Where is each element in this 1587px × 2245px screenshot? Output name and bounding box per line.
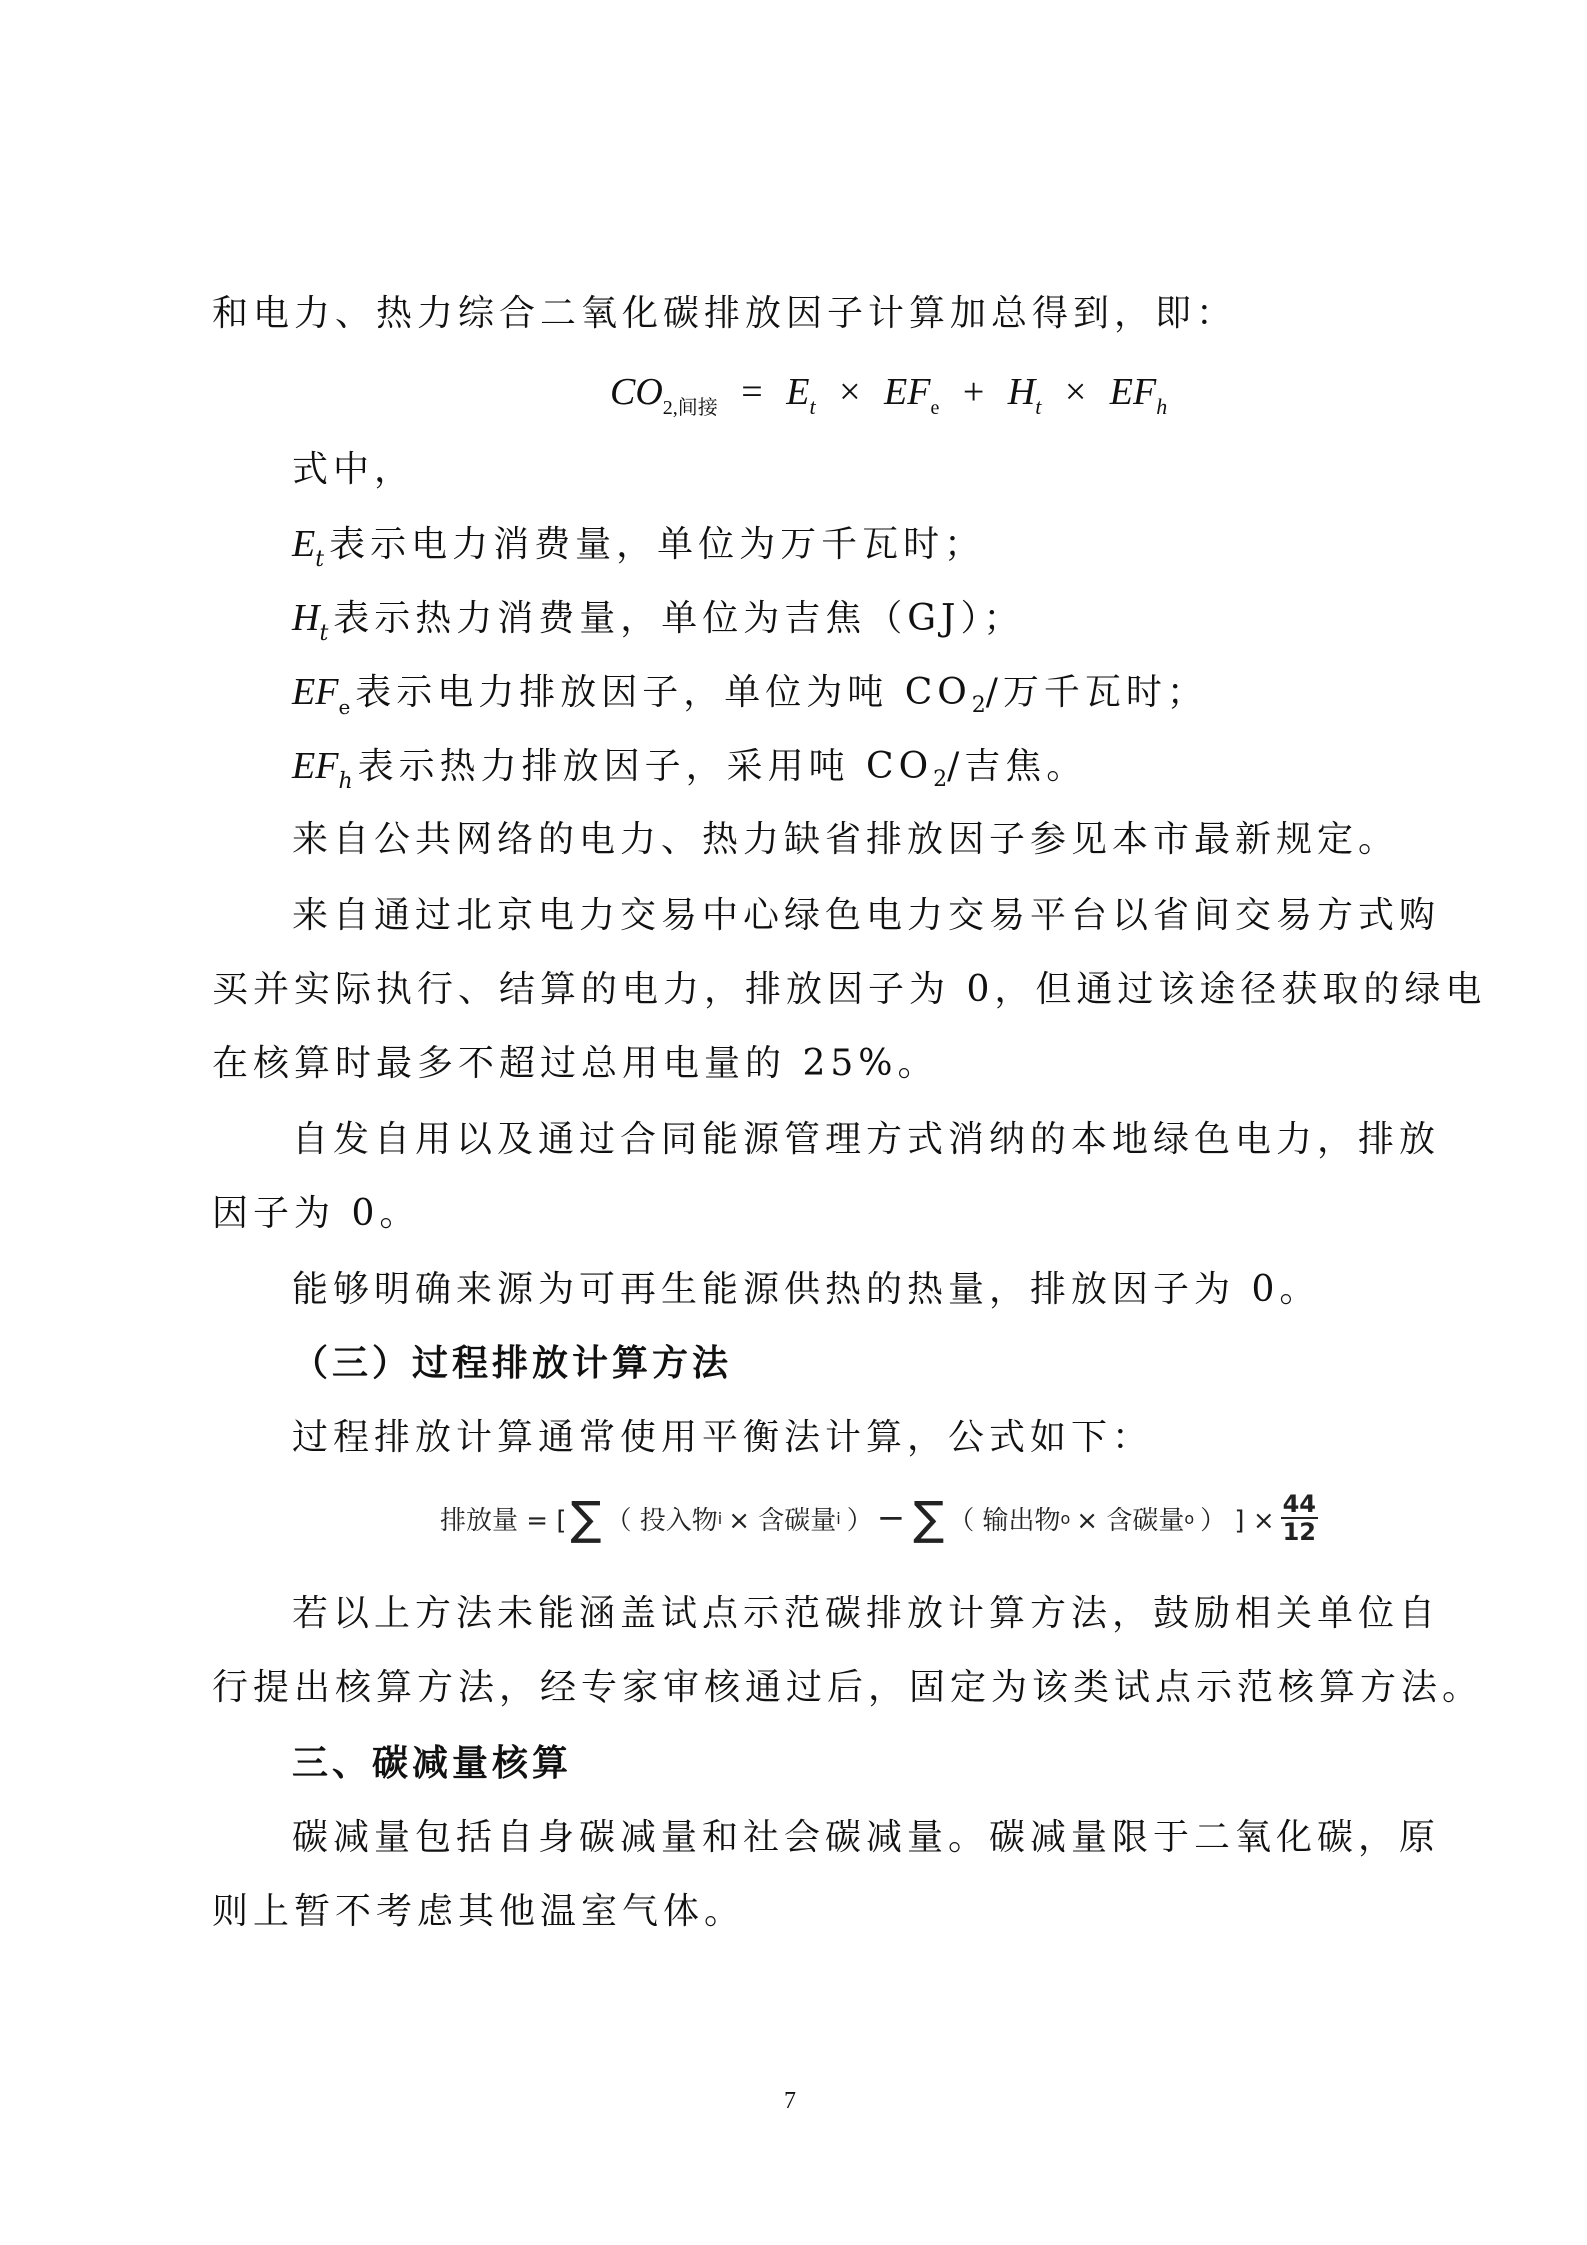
heading-process-emission: （三）过程排放计算方法 bbox=[292, 1343, 733, 1384]
paragraph-if-2: 行提出核算方法，经专家审核通过后，固定为该类试点示范核算方法。 bbox=[212, 1667, 1484, 1708]
paragraph-self-1: 自发自用以及通过合同能源管理方式消纳的本地绿色电力，排放 bbox=[292, 1119, 1441, 1160]
paragraph-green-3: 在核算时最多不超过总用电量的 25%。 bbox=[212, 1043, 939, 1084]
paragraph-process: 过程排放计算通常使用平衡法计算，公式如下： bbox=[292, 1417, 1154, 1458]
heading-carbon-reduction: 三、碳减量核算 bbox=[292, 1743, 573, 1784]
definition-efh: $EF_h$表示热力排放因子，采用吨 $CO_2/$吉焦。 bbox=[292, 745, 1088, 794]
equation-balance-method: 排放量 = [ ∑ （ 投入物 i × 含碳量 i ） − ∑ （ 输出物 o × 含碳量 o ） ] × $\frac{44}{12}$ bbox=[440, 1490, 1317, 1546]
definition-ht: $H_t$表示热力消费量，单位为吉焦（GJ）； bbox=[292, 597, 1025, 646]
equation-indirect-emission: $CO_{2,间接} = E_t \times EF_e + H_t \times EF_h$ bbox=[610, 371, 1168, 419]
paragraph-intro-continuation: 和电力、热力综合二氧化碳排放因子计算加总得到，即： bbox=[212, 293, 1238, 334]
fraction-44-12: $\frac{44}{12}$ bbox=[1282, 1490, 1317, 1546]
definition-et: $E_t$表示电力消费量，单位为万千瓦时； bbox=[292, 523, 986, 572]
paragraph-if-1: 若以上方法未能涵盖试点示范碳排放计算方法，鼓励相关单位自 bbox=[292, 1593, 1441, 1634]
definition-efe: $EF_e$表示电力排放因子，单位为吨 $CO_2/$万千瓦时； bbox=[292, 671, 1208, 719]
paragraph-green-2: 买并实际执行、结算的电力，排放因子为 0，但通过该途径获取的绿电 bbox=[212, 969, 1487, 1010]
paragraph-public-grid: 来自公共网络的电力、热力缺省排放因子参见本市最新规定。 bbox=[292, 819, 1400, 860]
paragraph-shizhong: 式中， bbox=[292, 449, 416, 490]
paragraph-reduction-2: 则上暂不考虑其他温室气体。 bbox=[212, 1891, 746, 1932]
paragraph-green-1: 来自通过北京电力交易中心绿色电力交易平台以省间交易方式购 bbox=[292, 895, 1441, 936]
paragraph-renewable: 能够明确来源为可再生能源供热的热量，排放因子为 0。 bbox=[292, 1269, 1321, 1310]
page-number: 7 bbox=[784, 2088, 796, 2114]
paragraph-reduction-1: 碳减量包括自身碳减量和社会碳减量。碳减量限于二氧化碳，原 bbox=[292, 1817, 1441, 1858]
paragraph-self-2: 因子为 0。 bbox=[212, 1193, 421, 1234]
